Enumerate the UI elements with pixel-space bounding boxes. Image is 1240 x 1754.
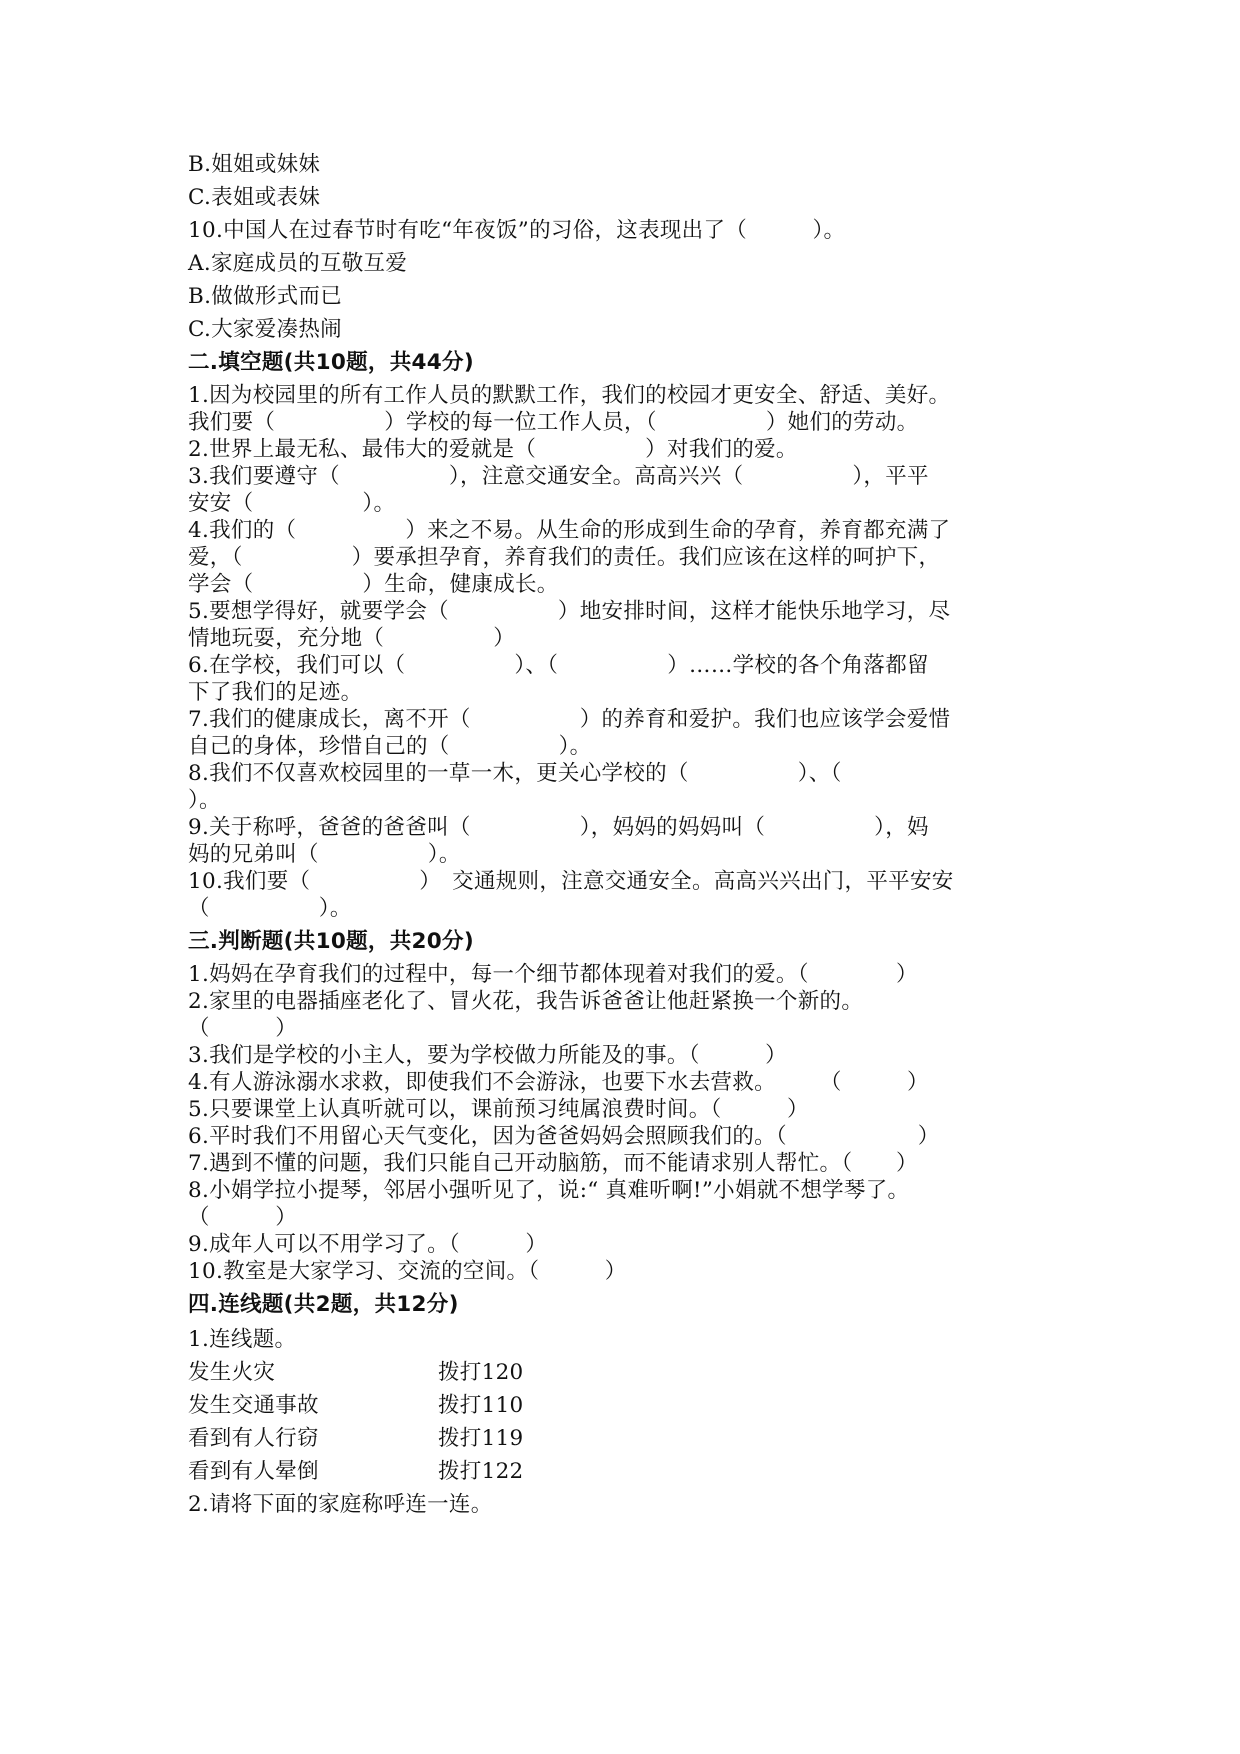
matching-pair <box>188 1422 1068 1455</box>
exam-page <box>188 148 1068 1521</box>
q9-option-c: C.表姐或表妹 <box>188 185 321 210</box>
fill-line: 下了我们的足迹。 <box>188 680 363 705</box>
fill-line: 妈的兄弟叫（ ）。 <box>188 842 461 867</box>
fill-line: 1.因为校园里的所有工作人员的默默工作，我们的校园才更安全、舒适、美好。 <box>188 383 951 408</box>
fill-line: ）。 <box>188 788 221 813</box>
fill-line: 学会（ ）生命，健康成长。 <box>188 572 559 597</box>
q9-option-b: B.姐姐或妹妹 <box>188 152 321 177</box>
matching-right: 拨打119 <box>438 1426 524 1451</box>
fill-line: （ ）。 <box>188 896 352 921</box>
matching-left: 发生交通事故 <box>188 1393 319 1418</box>
matching-pair <box>188 1389 1068 1422</box>
matching-left: 发生火灾 <box>188 1360 276 1385</box>
fill-line: 10.我们要（ ） 交通规则，注意交通安全。高高兴兴出门，平平安安 <box>188 869 954 894</box>
fill-line: 爱，（ ）要承担孕育，养育我们的责任。我们应该在这样的呵护下， <box>188 545 941 570</box>
section-4-heading: 四.连线题(共2题，共12分) <box>188 1292 459 1317</box>
matching-right: 拨打120 <box>438 1360 524 1385</box>
judge-line: 4.有人游泳溺水求救，即使我们不会游泳，也要下水去营救。 （ ） <box>188 1070 929 1095</box>
matching-q1-stem: 1.连线题。 <box>188 1327 297 1352</box>
fill-line: 8.我们不仅喜欢校园里的一草一木，更关心学校的（ ）、（ <box>188 761 842 786</box>
fill-line: 9.关于称呼，爸爸的爸爸叫（ ），妈妈的妈妈叫（ ），妈 <box>188 815 929 840</box>
judge-line: 9.成年人可以不用学习了。（ ） <box>188 1232 548 1257</box>
judge-line: 5.只要课堂上认真听就可以，课前预习纯属浪费时间。（ ） <box>188 1097 809 1122</box>
section-3-body <box>188 961 1068 1285</box>
judge-line: 7.遇到不懂的问题，我们只能自己开动脑筋，而不能请求别人帮忙。（ ） <box>188 1151 918 1176</box>
fill-line: 4.我们的（ ）来之不易。从生命的形成到生命的孕育，养育都充满了 <box>188 518 951 543</box>
judge-line: 6.平时我们不用留心天气变化，因为爸爸妈妈会照顾我们的。（ ） <box>188 1124 940 1149</box>
matching-left: 看到有人行窃 <box>188 1426 319 1451</box>
judge-line: 10.教室是大家学习、交流的空间。（ ） <box>188 1259 627 1284</box>
section-2-heading: 二.填空题(共10题，共44分) <box>188 350 474 375</box>
fill-line: 我们要（ ）学校的每一位工作人员，（ ）她们的劳动。 <box>188 410 919 435</box>
fill-line: 情地玩耍，充分地（ ） <box>188 626 516 651</box>
judge-line: （ ） <box>188 1016 298 1041</box>
fill-line: 5.要想学得好，就要学会（ ）地安排时间，这样才能快乐地学习，尽 <box>188 599 951 624</box>
section-2-body <box>188 382 1068 922</box>
judge-line: 1.妈妈在孕育我们的过程中，每一个细节都体现着对我们的爱。（ ） <box>188 962 918 987</box>
fill-line: 自己的身体，珍惜自己的（ ）。 <box>188 734 592 759</box>
matching-q2-stem: 2.请将下面的家庭称呼连一连。 <box>188 1492 493 1517</box>
matching-right: 拨打110 <box>438 1393 524 1418</box>
matching-right: 拨打122 <box>438 1459 524 1484</box>
q10-option-b: B.做做形式而已 <box>188 284 343 309</box>
judge-line: （ ） <box>188 1205 298 1230</box>
fill-line: 6.在学校，我们可以（ ）、（ ）……学校的各个角落都留 <box>188 653 929 678</box>
fill-line: 2.世界上最无私、最伟大的爱就是（ ）对我们的爱。 <box>188 437 798 462</box>
matching-left: 看到有人晕倒 <box>188 1459 319 1484</box>
q10-stem: 10.中国人在过春节时有吃“年夜饭”的习俗，这表现出了（ ）。 <box>188 218 846 243</box>
fill-line: 安安（ ）。 <box>188 491 396 516</box>
fill-line: 3.我们要遵守（ ），注意交通安全。高高兴兴（ ），平平 <box>188 464 929 489</box>
judge-line: 8.小娟学拉小提琴，邻居小强听见了，说:“ 真难听啊!”小娟就不想学琴了。 <box>188 1178 910 1203</box>
q10-option-a: A.家庭成员的互敬互爱 <box>188 251 408 276</box>
judge-line: 3.我们是学校的小主人，要为学校做力所能及的事。（ ） <box>188 1043 787 1068</box>
section-3-heading: 三.判断题(共10题，共20分) <box>188 929 474 954</box>
matching-pair <box>188 1356 1068 1389</box>
q10-option-c: C.大家爱凑热闹 <box>188 317 342 342</box>
judge-line: 2.家里的电器插座老化了、冒火花，我告诉爸爸让他赶紧换一个新的。 <box>188 989 864 1014</box>
matching-pair <box>188 1455 1068 1488</box>
fill-line: 7.我们的健康成长，离不开（ ）的养育和爱护。我们也应该学会爱惜 <box>188 707 951 732</box>
